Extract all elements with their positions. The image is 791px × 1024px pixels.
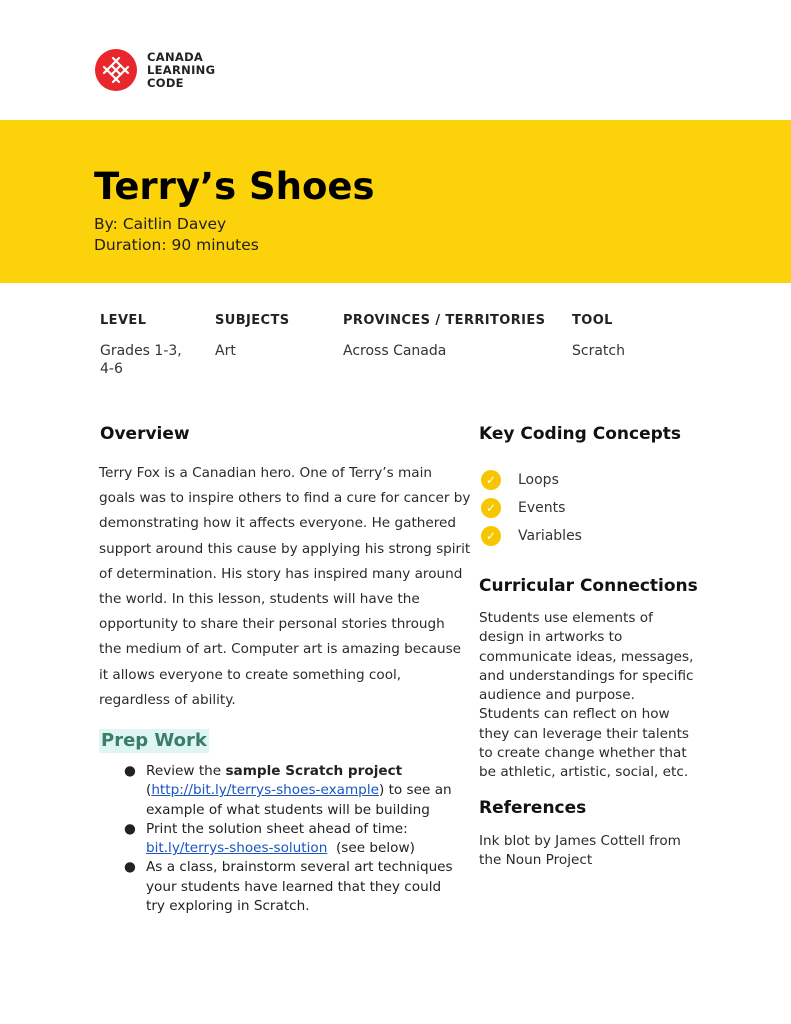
concept-label: Variables xyxy=(518,528,582,544)
subjects-label: SUBJECTS xyxy=(215,313,290,328)
subjects-value: Art xyxy=(215,343,236,359)
prep-work-list xyxy=(124,762,464,916)
logo-line-3: CODE xyxy=(147,75,184,90)
logo xyxy=(95,49,215,91)
duration: Duration: 90 minutes xyxy=(94,236,259,254)
logo-line-1: CANADA xyxy=(147,49,204,64)
concept-label: Events xyxy=(518,500,566,516)
item1-text: Review the xyxy=(146,763,226,779)
references-text: Ink blot by James Cottell from the Noun Project xyxy=(479,833,681,869)
key-concepts-list xyxy=(481,466,582,550)
tool-label: TOOL xyxy=(572,313,613,328)
bullet-icon: ● xyxy=(124,859,136,876)
list-item xyxy=(124,858,464,916)
check-circle-icon: ✓ xyxy=(481,526,501,546)
author: By: Caitlin Davey xyxy=(94,215,227,233)
provinces-label: PROVINCES / TERRITORIES xyxy=(343,313,546,328)
item1-rest: ) to see an example of what students will be building xyxy=(146,782,452,818)
list-item xyxy=(481,522,582,550)
concept-label: Loops xyxy=(518,472,559,488)
list-item xyxy=(124,820,464,859)
page-title: Terry’s Shoes xyxy=(94,165,375,208)
sample-project-link[interactable]: http://bit.ly/terrys-shoes-example xyxy=(151,782,379,799)
solution-sheet-link[interactable]: bit.ly/terrys-shoes-solution xyxy=(146,840,328,857)
overview-text: Terry Fox is a Canadian hero. One of Terry’s main goals was to inspire others to find a cure for cancer by demonstrating how it affects everyone. He gathered support around this cause by applying his strong spirit of determination. His story has inspired many around the world. In this lesson, students will have the opportunity to share their personal stories through the medium of art. Computer art is amazing because it allows everyone to create something cool, regardless of ability. xyxy=(99,465,471,708)
list-item xyxy=(481,466,582,494)
item2-rest: (see below) xyxy=(327,840,415,857)
item1-open-paren: ( xyxy=(146,782,152,799)
bullet-icon: ● xyxy=(124,820,136,837)
key-concepts-heading: Key Coding Concepts xyxy=(479,424,682,444)
item2-text: Print the solution sheet ahead of time: xyxy=(146,820,408,837)
item3-text: As a class, brainstorm several art techniques your students have learned that they could try exploring in Scratch. xyxy=(146,859,453,915)
references-heading: References xyxy=(479,798,587,818)
tool-value: Scratch xyxy=(572,343,625,359)
item1-bold: sample Scratch project xyxy=(225,763,403,779)
overview-heading: Overview xyxy=(100,424,190,444)
curricular-heading: Curricular Connections xyxy=(479,576,698,596)
level-label: LEVEL xyxy=(100,313,147,328)
list-item xyxy=(124,762,464,820)
level-value: Grades 1-3, 4-6 xyxy=(100,343,182,377)
bullet-icon: ● xyxy=(124,763,136,779)
list-item xyxy=(481,494,582,522)
logo-line-2: LEARNING xyxy=(147,62,216,77)
check-circle-icon: ✓ xyxy=(481,470,501,490)
prep-work-heading: Prep Work xyxy=(101,730,207,751)
curricular-text: Students use elements of design in artworks to communicate ideas, messages, and understandings for specific audience and purpose. Students can reflect on how they can leverage their talents to create change whether that be athletic, artistic, social, etc. xyxy=(479,610,694,781)
check-circle-icon: ✓ xyxy=(481,498,501,518)
canada-learning-code-logo-icon xyxy=(95,49,137,91)
provinces-value: Across Canada xyxy=(343,343,447,359)
logo-wordmark xyxy=(147,51,215,90)
byline xyxy=(94,214,259,256)
